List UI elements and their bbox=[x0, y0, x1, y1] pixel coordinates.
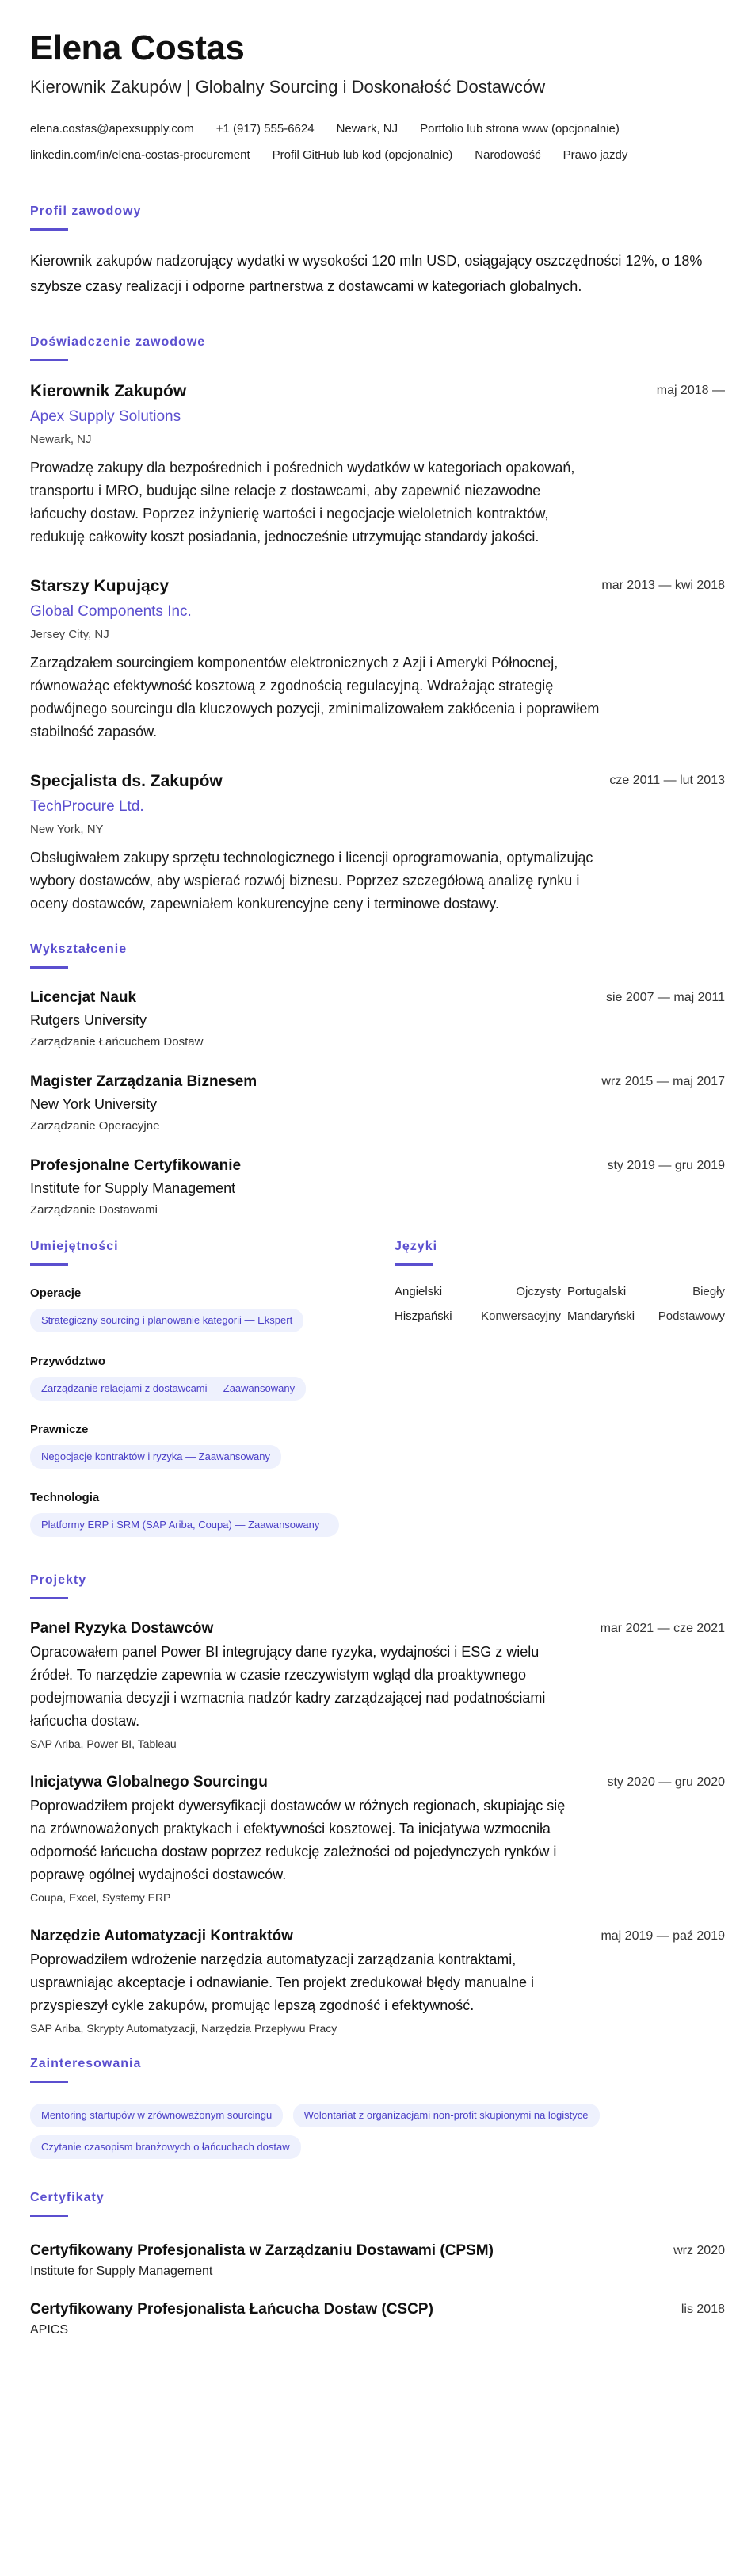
education-dates: wrz 2015 — maj 2017 bbox=[601, 1075, 725, 1088]
section-title-profile: Profil zawodowy bbox=[30, 204, 142, 218]
certification-org: APICS bbox=[30, 2323, 69, 2337]
contact-location: Newark, NJ bbox=[336, 122, 398, 136]
project-entry bbox=[30, 1772, 725, 1905]
job-description: Prowadzę zakupy dla bezpośrednich i pośrednich wydatków w kategoriach opakowań, transportu i MRO, budując silne relacje z dostawcami, aby zapewnić niezawodne łańcuchy dostaw. Poprzez inżynierię wartości i negocjacje wieloletnich kontraktów, redukuję całkowity koszt posiadania, jednocześnie utrzymując standardy jakości. bbox=[30, 460, 575, 545]
language-list bbox=[395, 1285, 725, 1323]
education-field: Zarządzanie Łańcuchem Dostaw bbox=[30, 1035, 204, 1049]
contact-driving-license: Prawo jazdy bbox=[562, 148, 628, 162]
section-divider bbox=[30, 1263, 68, 1266]
skill-chip: Zarządzanie relacjami z dostawcami — Zaawansowany bbox=[30, 1377, 306, 1401]
resume-header bbox=[30, 29, 725, 168]
section-divider bbox=[30, 2081, 68, 2083]
section-divider bbox=[30, 2215, 68, 2217]
section-divider bbox=[395, 1263, 433, 1266]
interest-list bbox=[30, 2096, 727, 2159]
education-school: Institute for Supply Management bbox=[30, 1180, 236, 1196]
candidate-name: Elena Costas bbox=[30, 29, 245, 67]
skill-chip: Platformy ERP i SRM (SAP Ariba, Coupa) — Zaawansowany bbox=[30, 1513, 339, 1537]
job-description: Obsługiwałem zakupy sprzętu technologicznego i licencji oprogramowania, optymalizując wybory dostawców, aby wspierać rozwój biznesu. Poprzez szczegółową analizę rynku i oceny dostawców, zapewniałem konkurencyjne ceny i terminowe dostawy. bbox=[30, 850, 593, 912]
certification-entry bbox=[30, 2241, 725, 2280]
contact-email[interactable]: elena.costas@apexsupply.com bbox=[30, 122, 194, 136]
skill-group bbox=[30, 1421, 363, 1469]
education-school: Rutgers University bbox=[30, 1012, 147, 1028]
education-entry bbox=[30, 1072, 725, 1135]
section-divider bbox=[30, 1597, 68, 1599]
interest-chip: Czytanie czasopism branżowych o łańcuchach dostaw bbox=[30, 2135, 301, 2159]
interest-chip: Wolontariat z organizacjami non-profit skupionymi na logistyce bbox=[293, 2104, 600, 2127]
skill-category: Prawnicze bbox=[30, 1423, 89, 1436]
project-description: Poprowadziłem projekt dywersyfikacji dostawców w różnych regionach, skupiając się na zrównoważonych praktykach i efektywności kosztowej. Ta inicjatywa wzmocniła odporność łańcucha dostaw poprzez redukcję zależności od pojedynczych rynków i poprawę ogólnej wydajności dostawców. bbox=[30, 1798, 566, 1882]
experience-section bbox=[30, 335, 725, 915]
contact-phone[interactable]: +1 (917) 555-6624 bbox=[215, 122, 315, 136]
education-field: Zarządzanie Operacyjne bbox=[30, 1119, 160, 1133]
project-entry bbox=[30, 1619, 725, 1752]
job-entry bbox=[30, 380, 725, 548]
certification-entry bbox=[30, 2299, 725, 2339]
education-entry bbox=[30, 988, 725, 1051]
section-divider bbox=[30, 228, 68, 231]
contact-linkedin[interactable]: linkedin.com/in/elena-costas-procurement bbox=[30, 148, 250, 162]
language-name: Hiszpański bbox=[395, 1309, 452, 1323]
project-title: Narzędzie Automatyzacji Kontraktów bbox=[30, 1928, 293, 1944]
section-title-certifications: Certyfikaty bbox=[30, 2191, 105, 2204]
certification-date: wrz 2020 bbox=[673, 2244, 725, 2257]
job-location: Newark, NJ bbox=[30, 433, 92, 446]
project-dates: mar 2021 — cze 2021 bbox=[600, 1622, 725, 1635]
job-location: New York, NY bbox=[30, 823, 104, 836]
certification-date: lis 2018 bbox=[681, 2303, 725, 2316]
skill-group bbox=[30, 1285, 363, 1332]
language-level: Ojczysty bbox=[516, 1285, 561, 1298]
section-title-languages: Języki bbox=[395, 1240, 438, 1253]
certification-title: Certyfikowany Profesjonalista Łańcucha Dostaw (CSCP) bbox=[30, 2301, 433, 2318]
job-dates: mar 2013 — kwi 2018 bbox=[601, 579, 725, 592]
skill-group bbox=[30, 1353, 363, 1401]
job-company: Global Components Inc. bbox=[30, 603, 192, 620]
skill-category: Operacje bbox=[30, 1286, 82, 1300]
education-field: Zarządzanie Dostawami bbox=[30, 1203, 158, 1217]
project-title: Panel Ryzyka Dostawców bbox=[30, 1620, 214, 1637]
profile-section bbox=[30, 204, 725, 299]
certification-org: Institute for Supply Management bbox=[30, 2265, 213, 2278]
skill-category: Przywództwo bbox=[30, 1355, 106, 1368]
project-tech: SAP Ariba, Power BI, Tableau bbox=[30, 1737, 177, 1750]
language-name: Mandaryński bbox=[567, 1309, 635, 1323]
certifications-section bbox=[30, 2191, 725, 2339]
section-title-education: Wykształcenie bbox=[30, 942, 128, 956]
section-title-projects: Projekty bbox=[30, 1573, 87, 1587]
contact-github[interactable]: Profil GitHub lub kod (opcjonalnie) bbox=[272, 148, 453, 162]
education-section bbox=[30, 942, 725, 1219]
project-tech: SAP Ariba, Skrypty Automatyzacji, Narzędzia Przepływu Pracy bbox=[30, 2022, 337, 2035]
projects-section bbox=[30, 1573, 725, 2036]
job-entry bbox=[30, 575, 725, 743]
certification-title: Certyfikowany Profesjonalista w Zarządzaniu Dostawami (CPSM) bbox=[30, 2242, 494, 2259]
skill-category: Technologia bbox=[30, 1491, 100, 1504]
interests-section bbox=[30, 2057, 725, 2159]
job-location: Jersey City, NJ bbox=[30, 628, 109, 641]
candidate-headline: Kierownik Zakupów | Globalny Sourcing i Doskonałość Dostawców bbox=[30, 77, 546, 97]
job-company: TechProcure Ltd. bbox=[30, 798, 144, 815]
languages-section bbox=[395, 1240, 725, 1557]
job-dates: maj 2018 — bbox=[656, 384, 725, 397]
language-name: Angielski bbox=[395, 1285, 443, 1298]
project-entry bbox=[30, 1926, 725, 2036]
contact-portfolio[interactable]: Portfolio lub strona www (opcjonalnie) bbox=[420, 122, 620, 136]
project-dates: sty 2020 — gru 2020 bbox=[607, 1775, 725, 1789]
section-title-skills: Umiejętności bbox=[30, 1240, 119, 1253]
education-degree: Licencjat Nauk bbox=[30, 989, 137, 1006]
language-level: Konwersacyjny bbox=[481, 1309, 561, 1323]
skill-chip: Negocjacje kontraktów i ryzyka — Zaawansowany bbox=[30, 1445, 281, 1469]
job-entry bbox=[30, 770, 725, 915]
language-level: Podstawowy bbox=[658, 1309, 725, 1323]
job-description: Zarządzałem sourcingiem komponentów elektronicznych z Azji i Ameryki Północnej, równoważąc efektywność kosztową z zgodnością regulacyjną. Wdrażając strategię podwójnego sourcingu dla kluczowych pozycji, zminimalizowałem zakłócenia i poprawiłem stabilność zapasów. bbox=[30, 655, 600, 740]
section-title-interests: Zainteresowania bbox=[30, 2057, 142, 2070]
job-dates: cze 2011 — lut 2013 bbox=[609, 774, 725, 787]
contact-nationality: Narodowość bbox=[475, 148, 541, 162]
profile-summary: Kierownik zakupów nadzorujący wydatki w wysokości 120 mln USD, osiągający oszczędności 12%, o 18% szybsze czasy realizacji i odporne partnerstwa z dostawcami w kategoriach globalnych. bbox=[30, 253, 703, 294]
skill-group bbox=[30, 1489, 363, 1537]
education-dates: sie 2007 — maj 2011 bbox=[605, 991, 725, 1004]
education-school: New York University bbox=[30, 1096, 158, 1112]
skills-languages-row bbox=[30, 1240, 725, 1557]
education-entry bbox=[30, 1156, 725, 1219]
section-title-experience: Doświadczenie zawodowe bbox=[30, 335, 206, 349]
education-dates: sty 2019 — gru 2019 bbox=[607, 1159, 725, 1172]
project-tech: Coupa, Excel, Systemy ERP bbox=[30, 1891, 171, 1904]
project-description: Opracowałem panel Power BI integrujący dane ryzyka, wydajności i ESG z wielu źródeł. To narzędzie zapewnia w czasie rzeczywistym wgląd dla proaktywnego podejmowania decyzji i wzmacnia nadzór kadry zarządzającej nad podatnościami łańcucha dostaw. bbox=[30, 1644, 546, 1729]
job-company: Apex Supply Solutions bbox=[30, 408, 181, 425]
project-title: Inicjatywa Globalnego Sourcingu bbox=[30, 1774, 268, 1791]
skill-chip: Strategiczny sourcing i planowanie kategorii — Ekspert bbox=[30, 1309, 303, 1332]
education-degree: Profesjonalne Certyfikowanie bbox=[30, 1157, 242, 1174]
skills-section bbox=[30, 1240, 363, 1557]
project-description: Poprowadziłem wdrożenie narzędzia automatyzacji zarządzania kontraktami, usprawniając akceptacje i odnawianie. Ten projekt zredukował błędy manualne i przyspieszył cykle zakupów, promując lepszą zgodność i efektywność. bbox=[30, 1951, 535, 2013]
interest-chip: Mentoring startupów w zrównoważonym sourcingu bbox=[30, 2104, 283, 2127]
project-dates: maj 2019 — paź 2019 bbox=[601, 1929, 725, 1943]
job-role: Kierownik Zakupów bbox=[30, 382, 187, 400]
education-degree: Magister Zarządzania Biznesem bbox=[30, 1073, 257, 1090]
job-role: Starszy Kupujący bbox=[30, 577, 170, 595]
contact-list bbox=[30, 116, 727, 168]
job-role: Specjalista ds. Zakupów bbox=[30, 772, 223, 790]
language-name: Portugalski bbox=[567, 1285, 627, 1298]
language-level: Biegły bbox=[692, 1285, 725, 1298]
section-divider bbox=[30, 966, 68, 969]
section-divider bbox=[30, 359, 68, 361]
